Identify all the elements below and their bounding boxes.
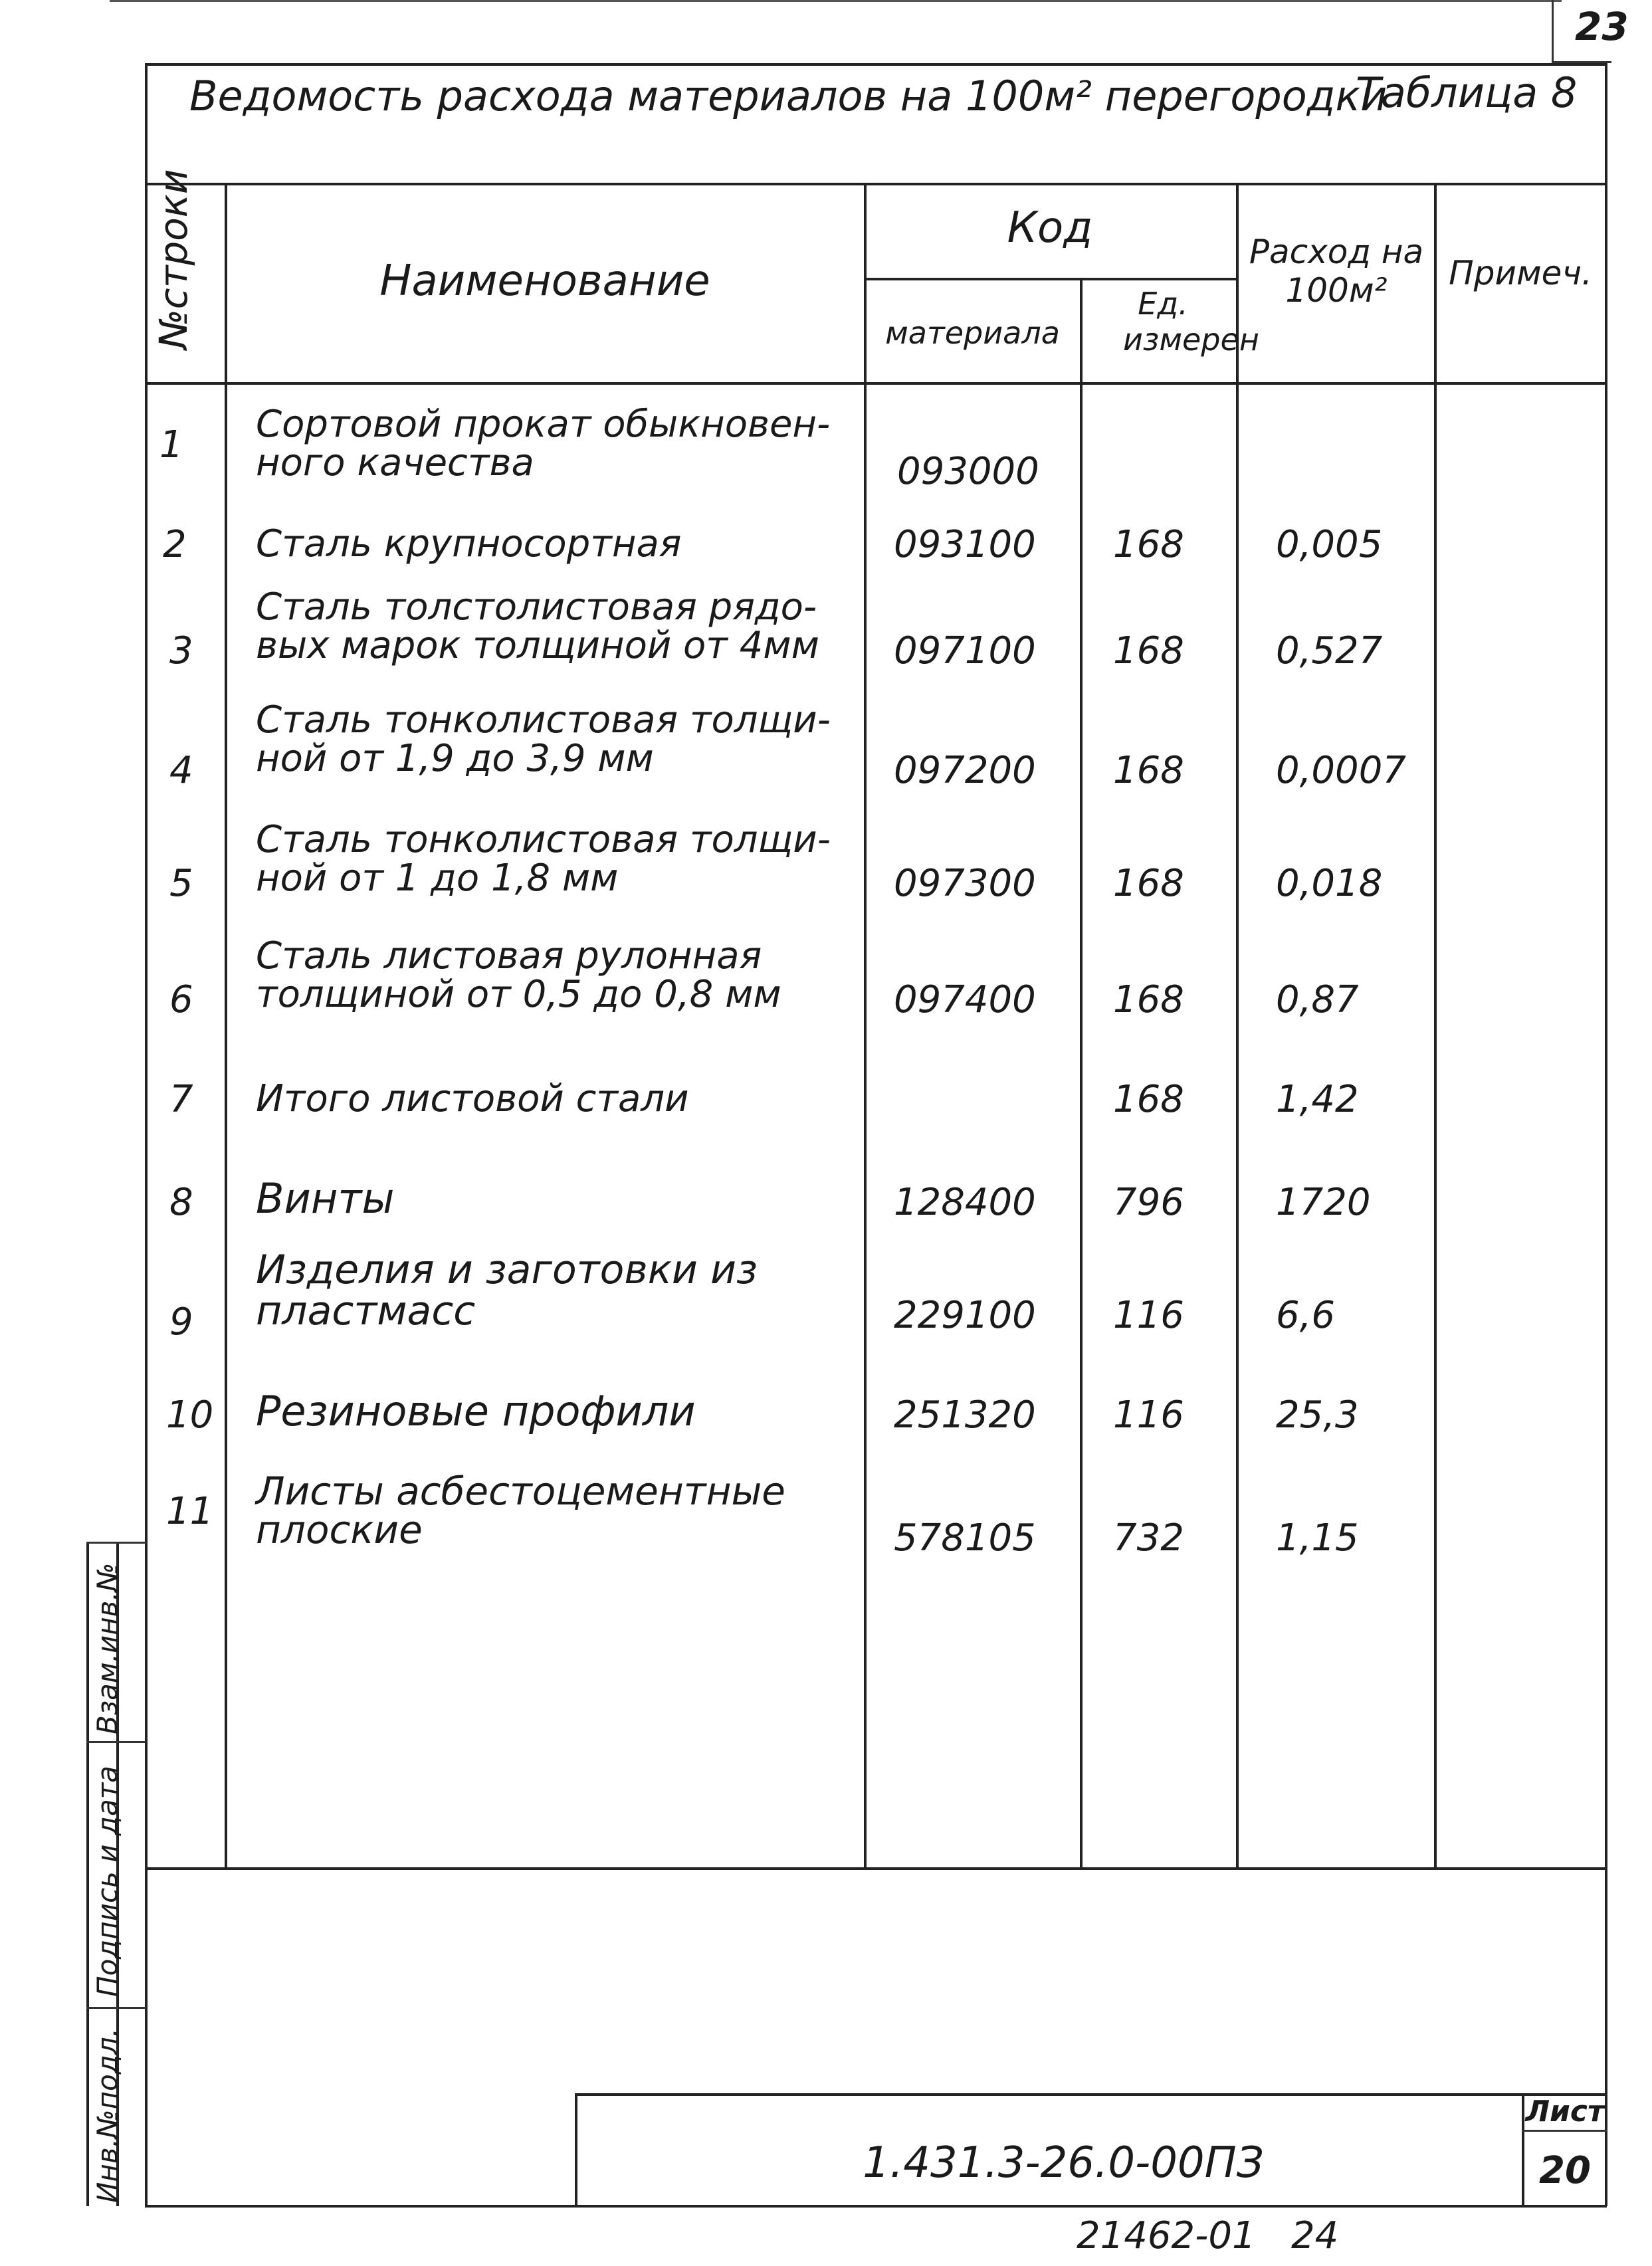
row-1-number: 1 xyxy=(159,423,183,466)
header-row-no: №строки xyxy=(151,169,196,350)
title-block-left xyxy=(575,2093,577,2206)
page-number-divider xyxy=(1552,0,1554,63)
col-line-5 xyxy=(1434,183,1437,1867)
header-name: Наименование xyxy=(379,257,710,306)
row-7-number: 7 xyxy=(169,1078,193,1121)
row-11-amount: 1,15 xyxy=(1276,1516,1359,1560)
row-1-material: 093000 xyxy=(897,450,1039,493)
row-11-material: 578105 xyxy=(894,1516,1036,1560)
row-2-number: 2 xyxy=(163,523,187,566)
row-8-name: Винты xyxy=(256,1174,395,1223)
table-label: Таблица 8 xyxy=(1356,68,1578,117)
row-10-unit: 116 xyxy=(1113,1393,1184,1437)
sheet-number: 20 xyxy=(1539,2149,1591,2192)
col-line-1 xyxy=(225,183,227,1867)
row-4-material: 097200 xyxy=(894,749,1036,792)
row-6-name: Сталь листовая рулонная толщиной от 0,5 до 0,8 мм xyxy=(256,934,781,1016)
side-stamp-div-1 xyxy=(86,1741,146,1743)
row-2-material: 093100 xyxy=(894,523,1036,566)
side-stamp-replace-inv: Взам.инв.№ xyxy=(91,1562,124,1734)
side-stamp-top xyxy=(86,1542,146,1544)
row-7-amount: 1,42 xyxy=(1276,1078,1359,1121)
row-5-unit: 168 xyxy=(1113,862,1184,905)
header-unit: Ед. измерен xyxy=(1123,286,1259,358)
code-subheader-line xyxy=(864,278,1236,280)
row-10-number: 10 xyxy=(166,1393,214,1437)
row-10-amount: 25,3 xyxy=(1276,1393,1359,1437)
side-stamp-left xyxy=(86,1542,89,2206)
row-7-name: Итого листовой стали xyxy=(256,1077,689,1120)
row-4-name: Сталь тонколистовая толщи-ной от 1,9 до 3,9 мм xyxy=(256,698,831,780)
header-bottom-line xyxy=(145,382,1607,385)
row-6-unit: 168 xyxy=(1113,978,1184,1021)
row-2-amount: 0,005 xyxy=(1276,523,1383,566)
row-6-amount: 0,87 xyxy=(1276,978,1359,1021)
document-title: Ведомость расхода материалов на 100м² перегородки xyxy=(189,72,1388,120)
row-5-number: 5 xyxy=(169,862,193,905)
row-4-unit: 168 xyxy=(1113,749,1184,792)
row-3-name: Сталь толстолистовая рядо-вых марок толщиной от 4мм xyxy=(256,585,819,667)
top-rule xyxy=(110,0,1562,2)
row-9-material: 229100 xyxy=(894,1294,1036,1337)
row-11-number: 11 xyxy=(166,1490,214,1533)
row-10-name: Резиновые профили xyxy=(256,1387,696,1435)
col-line-2 xyxy=(864,183,867,1867)
header-note: Примеч. xyxy=(1449,254,1592,292)
row-6-material: 097400 xyxy=(894,978,1036,1021)
row-8-material: 128400 xyxy=(894,1181,1036,1224)
row-3-amount: 0,527 xyxy=(1276,629,1383,672)
row-9-amount: 6,6 xyxy=(1276,1294,1336,1337)
header-top-line xyxy=(145,183,1607,185)
side-stamp-div-2 xyxy=(86,2007,146,2009)
title-block-top xyxy=(575,2093,1607,2096)
col-line-3 xyxy=(1080,278,1083,1867)
row-11-unit: 732 xyxy=(1113,1516,1184,1560)
sheet-label-line xyxy=(1522,2130,1607,2132)
row-3-unit: 168 xyxy=(1113,629,1184,672)
header-material: материала xyxy=(885,315,1060,351)
footer-code: 21462-01 24 xyxy=(1077,2214,1339,2257)
sheet-label: Лист xyxy=(1525,2095,1605,2128)
row-9-number: 9 xyxy=(169,1300,193,1344)
side-stamp-signature-date: Подпись и дата xyxy=(91,1766,124,1997)
table-bottom-line xyxy=(145,1867,1607,1870)
doc-code: 1.431.3-26.0-00ПЗ xyxy=(863,2138,1264,2188)
side-stamp-inv-no: Инв.№подл. xyxy=(91,2027,124,2203)
row-3-material: 097100 xyxy=(894,629,1036,672)
row-6-number: 6 xyxy=(169,978,193,1021)
title-block-sheet-divider xyxy=(1522,2093,1524,2206)
row-2-name: Сталь крупносортная xyxy=(256,522,682,566)
page-number-top: 23 xyxy=(1575,4,1629,49)
row-5-amount: 0,018 xyxy=(1276,862,1383,905)
row-9-name: Изделия и заготовки из пластмасс xyxy=(256,1247,758,1334)
row-8-amount: 1720 xyxy=(1276,1181,1371,1224)
row-8-unit: 796 xyxy=(1113,1181,1184,1224)
row-5-material: 097300 xyxy=(894,862,1036,905)
row-4-amount: 0,0007 xyxy=(1276,749,1406,792)
row-1-name: Сортовой прокат обыкновен-ного качества xyxy=(256,403,831,484)
frame-bottom xyxy=(145,2205,1607,2208)
row-7-unit: 168 xyxy=(1113,1078,1184,1121)
frame-top xyxy=(145,63,1607,66)
header-consumption: Расход на 100м² xyxy=(1249,233,1424,310)
row-4-number: 4 xyxy=(169,749,193,792)
col-line-4 xyxy=(1236,183,1239,1867)
row-3-number: 3 xyxy=(169,629,193,672)
row-11-name: Листы асбестоцементные плоские xyxy=(256,1469,785,1552)
row-5-name: Сталь тонколистовая толщи-ной от 1 до 1,8 мм xyxy=(256,818,831,900)
row-8-number: 8 xyxy=(169,1181,193,1224)
header-code: Код xyxy=(1007,203,1093,253)
row-2-unit: 168 xyxy=(1113,523,1184,566)
row-9-unit: 116 xyxy=(1113,1294,1184,1337)
row-10-material: 251320 xyxy=(894,1393,1036,1437)
